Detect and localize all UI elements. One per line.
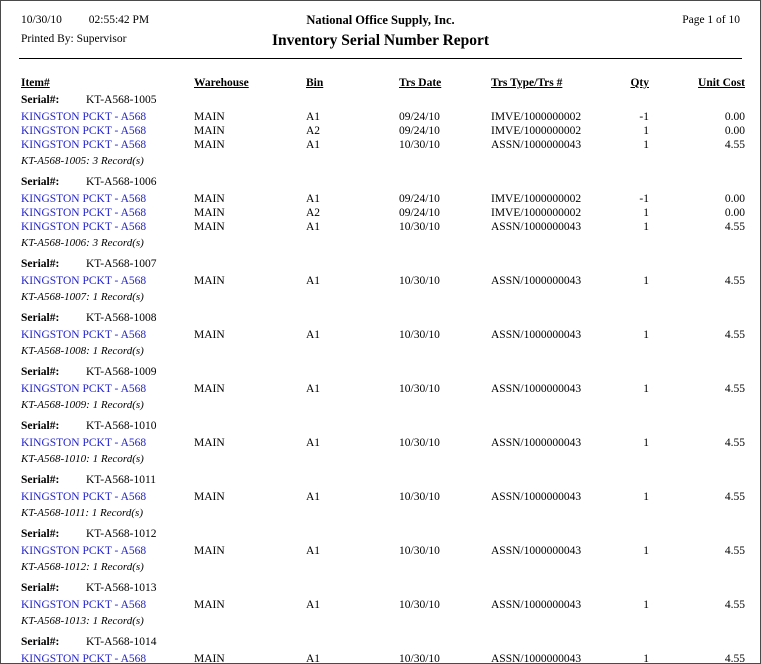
transaction-row — [1, 110, 760, 124]
qty-cell: 1 — [643, 545, 649, 557]
serial-header-row — [1, 473, 760, 487]
item-link[interactable]: KINGSTON PCKT - A568 — [21, 139, 147, 151]
serial-header-row — [1, 635, 760, 649]
warehouse-cell: MAIN — [194, 111, 225, 123]
bin-cell: A1 — [306, 329, 321, 341]
serial-number: KT-A568-1006 — [86, 176, 157, 188]
serial-header-row — [1, 365, 760, 379]
trs-type-cell: ASSN/1000000043 — [491, 545, 582, 557]
warehouse-cell: MAIN — [194, 545, 225, 557]
serial-label: Serial#: — [21, 366, 60, 378]
item-link[interactable]: KINGSTON PCKT - A568 — [21, 275, 147, 287]
warehouse-cell: MAIN — [194, 193, 225, 205]
transaction-row — [1, 124, 760, 138]
item-link[interactable]: KINGSTON PCKT - A568 — [21, 207, 147, 219]
bin-cell: A2 — [306, 207, 321, 219]
serial-group — [1, 581, 760, 628]
qty-cell: 1 — [643, 221, 649, 233]
unit-cost-cell: 0.00 — [724, 111, 745, 123]
warehouse-cell: MAIN — [194, 221, 225, 233]
serial-label: Serial#: — [21, 420, 60, 432]
unit-cost-cell: 4.55 — [724, 491, 745, 503]
header-divider — [19, 58, 742, 59]
serial-header-row — [1, 93, 760, 107]
warehouse-cell: MAIN — [194, 437, 225, 449]
header-left — [21, 14, 149, 45]
report-title: Inventory Serial Number Report — [271, 32, 490, 49]
group-summary: KT-A568-1007: 1 Record(s) — [21, 291, 144, 303]
item-link[interactable]: KINGSTON PCKT - A568 — [21, 437, 147, 449]
unit-cost-cell: 4.55 — [724, 383, 745, 395]
serial-label: Serial#: — [21, 258, 60, 270]
bin-cell: A1 — [306, 275, 321, 287]
serial-group — [1, 175, 760, 250]
transaction-row — [1, 544, 760, 558]
item-link[interactable]: KINGSTON PCKT - A568 — [21, 125, 147, 137]
print-datetime — [21, 14, 149, 26]
transaction-row — [1, 436, 760, 450]
unit-cost-cell: 4.55 — [724, 437, 745, 449]
trs-date-cell: 10/30/10 — [399, 491, 440, 503]
serial-number: KT-A568-1013 — [86, 582, 157, 594]
trs-date-cell: 09/24/10 — [399, 125, 440, 137]
group-summary: KT-A568-1010: 1 Record(s) — [21, 453, 144, 465]
transaction-row — [1, 328, 760, 342]
unit-cost-cell: 0.00 — [724, 125, 745, 137]
transaction-row — [1, 652, 760, 664]
serial-group — [1, 365, 760, 412]
serial-number: KT-A568-1007 — [86, 258, 157, 270]
trs-type-cell: ASSN/1000000043 — [491, 491, 582, 503]
serial-header-row — [1, 581, 760, 595]
trs-date-cell: 10/30/10 — [399, 275, 440, 287]
trs-date-cell: 10/30/10 — [399, 383, 440, 395]
serial-label: Serial#: — [21, 176, 60, 188]
serial-label: Serial#: — [21, 94, 60, 106]
report-groups — [1, 93, 760, 664]
trs-date-cell: 09/24/10 — [399, 207, 440, 219]
serial-label: Serial#: — [21, 312, 60, 324]
trs-date-cell: 10/30/10 — [399, 599, 440, 611]
item-link[interactable]: KINGSTON PCKT - A568 — [21, 111, 147, 123]
bin-cell: A1 — [306, 437, 321, 449]
unit-cost-cell: 4.55 — [724, 139, 745, 151]
trs-type-cell: ASSN/1000000043 — [491, 221, 582, 233]
column-header-row — [1, 76, 760, 90]
trs-type-cell: ASSN/1000000043 — [491, 599, 582, 611]
warehouse-cell: MAIN — [194, 125, 225, 137]
item-link[interactable]: KINGSTON PCKT - A568 — [21, 653, 147, 664]
unit-cost-cell: 0.00 — [724, 207, 745, 219]
col-header-warehouse: Warehouse — [194, 77, 249, 89]
transaction-row — [1, 274, 760, 288]
unit-cost-cell: 4.55 — [724, 275, 745, 287]
trs-type-cell: ASSN/1000000043 — [491, 437, 582, 449]
item-link[interactable]: KINGSTON PCKT - A568 — [21, 383, 147, 395]
trs-type-cell: ASSN/1000000043 — [491, 275, 582, 287]
transaction-row — [1, 138, 760, 152]
qty-cell: 1 — [643, 139, 649, 151]
print-time: 02:55:42 PM — [88, 14, 150, 26]
serial-group — [1, 311, 760, 358]
serial-header-row — [1, 257, 760, 271]
transaction-row — [1, 220, 760, 234]
transaction-row — [1, 382, 760, 396]
unit-cost-cell: 4.55 — [724, 329, 745, 341]
warehouse-cell: MAIN — [194, 653, 225, 664]
item-link[interactable]: KINGSTON PCKT - A568 — [21, 545, 147, 557]
serial-header-row — [1, 527, 760, 541]
serial-label: Serial#: — [21, 474, 60, 486]
serial-group — [1, 473, 760, 520]
trs-date-cell: 09/24/10 — [399, 193, 440, 205]
item-link[interactable]: KINGSTON PCKT - A568 — [21, 221, 147, 233]
trs-date-cell: 10/30/10 — [399, 545, 440, 557]
trs-date-cell: 10/30/10 — [399, 437, 440, 449]
serial-number: KT-A568-1005 — [86, 94, 157, 106]
warehouse-cell: MAIN — [194, 383, 225, 395]
trs-type-cell: IMVE/1000000002 — [491, 125, 582, 137]
bin-cell: A1 — [306, 383, 321, 395]
col-header-item: Item# — [21, 77, 50, 89]
bin-cell: A1 — [306, 111, 321, 123]
serial-group — [1, 257, 760, 304]
item-link[interactable]: KINGSTON PCKT - A568 — [21, 329, 147, 341]
serial-header-row — [1, 311, 760, 325]
group-summary: KT-A568-1006: 3 Record(s) — [21, 237, 144, 249]
trs-date-cell: 10/30/10 — [399, 221, 440, 233]
warehouse-cell: MAIN — [194, 275, 225, 287]
col-header-trs-date: Trs Date — [399, 77, 442, 89]
qty-cell: 1 — [643, 275, 649, 287]
serial-header-row — [1, 175, 760, 189]
bin-cell: A1 — [306, 193, 321, 205]
group-summary: KT-A568-1012: 1 Record(s) — [21, 561, 144, 573]
transaction-row — [1, 490, 760, 504]
item-link[interactable]: KINGSTON PCKT - A568 — [21, 599, 147, 611]
serial-label: Serial#: — [21, 528, 60, 540]
qty-cell: 1 — [643, 329, 649, 341]
serial-number: KT-A568-1011 — [86, 474, 157, 486]
page-number: Page 1 of 10 — [682, 14, 740, 26]
qty-cell: 1 — [643, 125, 649, 137]
trs-date-cell: 10/30/10 — [399, 653, 440, 664]
bin-cell: A1 — [306, 491, 321, 503]
report-header — [1, 1, 760, 59]
group-summary: KT-A568-1009: 1 Record(s) — [21, 399, 144, 411]
bin-cell: A1 — [306, 139, 321, 151]
trs-type-cell: IMVE/1000000002 — [491, 207, 582, 219]
serial-group — [1, 635, 760, 664]
col-header-bin: Bin — [306, 77, 324, 89]
warehouse-cell: MAIN — [194, 491, 225, 503]
printed-by: Printed By: Supervisor — [21, 33, 127, 45]
group-summary: KT-A568-1008: 1 Record(s) — [21, 345, 144, 357]
print-date: 10/30/10 — [21, 14, 62, 26]
unit-cost-cell: 0.00 — [724, 193, 745, 205]
col-header-qty: Qty — [630, 77, 649, 89]
group-summary: KT-A568-1011: 1 Record(s) — [21, 507, 143, 519]
bin-cell: A1 — [306, 653, 321, 664]
transaction-row — [1, 598, 760, 612]
bin-cell: A1 — [306, 545, 321, 557]
qty-cell: 1 — [643, 491, 649, 503]
trs-type-cell: ASSN/1000000043 — [491, 383, 582, 395]
serial-number: KT-A568-1010 — [86, 420, 157, 432]
transaction-row — [1, 206, 760, 220]
serial-group — [1, 527, 760, 574]
trs-type-cell: IMVE/1000000002 — [491, 193, 582, 205]
qty-cell: -1 — [639, 111, 649, 123]
warehouse-cell: MAIN — [194, 207, 225, 219]
qty-cell: 1 — [643, 383, 649, 395]
unit-cost-cell: 4.55 — [724, 653, 745, 664]
unit-cost-cell: 4.55 — [724, 545, 745, 557]
qty-cell: 1 — [643, 599, 649, 611]
qty-cell: 1 — [643, 207, 649, 219]
warehouse-cell: MAIN — [194, 329, 225, 341]
company-name: National Office Supply, Inc. — [306, 13, 455, 27]
serial-label: Serial#: — [21, 582, 60, 594]
qty-cell: 1 — [643, 653, 649, 664]
col-header-unit-cost: Unit Cost — [698, 77, 745, 89]
serial-number: KT-A568-1009 — [86, 366, 157, 378]
group-summary: KT-A568-1005: 3 Record(s) — [21, 155, 144, 167]
serial-number: KT-A568-1012 — [86, 528, 157, 540]
item-link[interactable]: KINGSTON PCKT - A568 — [21, 193, 147, 205]
qty-cell: -1 — [639, 193, 649, 205]
bin-cell: A2 — [306, 125, 321, 137]
group-summary: KT-A568-1013: 1 Record(s) — [21, 615, 144, 627]
trs-type-cell: ASSN/1000000043 — [491, 139, 582, 151]
warehouse-cell: MAIN — [194, 599, 225, 611]
warehouse-cell: MAIN — [194, 139, 225, 151]
item-link[interactable]: KINGSTON PCKT - A568 — [21, 491, 147, 503]
bin-cell: A1 — [306, 221, 321, 233]
serial-label: Serial#: — [21, 636, 60, 648]
trs-type-cell: IMVE/1000000002 — [491, 111, 582, 123]
qty-cell: 1 — [643, 437, 649, 449]
unit-cost-cell: 4.55 — [724, 599, 745, 611]
trs-date-cell: 10/30/10 — [399, 329, 440, 341]
serial-header-row — [1, 419, 760, 433]
trs-date-cell: 09/24/10 — [399, 111, 440, 123]
trs-type-cell: ASSN/1000000043 — [491, 329, 582, 341]
serial-group — [1, 419, 760, 466]
unit-cost-cell: 4.55 — [724, 221, 745, 233]
serial-group — [1, 93, 760, 168]
serial-number: KT-A568-1008 — [86, 312, 157, 324]
trs-type-cell: ASSN/1000000043 — [491, 653, 582, 664]
serial-number: KT-A568-1014 — [86, 636, 157, 648]
col-header-trs-type: Trs Type/Trs # — [491, 77, 563, 89]
bin-cell: A1 — [306, 599, 321, 611]
trs-date-cell: 10/30/10 — [399, 139, 440, 151]
transaction-row — [1, 192, 760, 206]
